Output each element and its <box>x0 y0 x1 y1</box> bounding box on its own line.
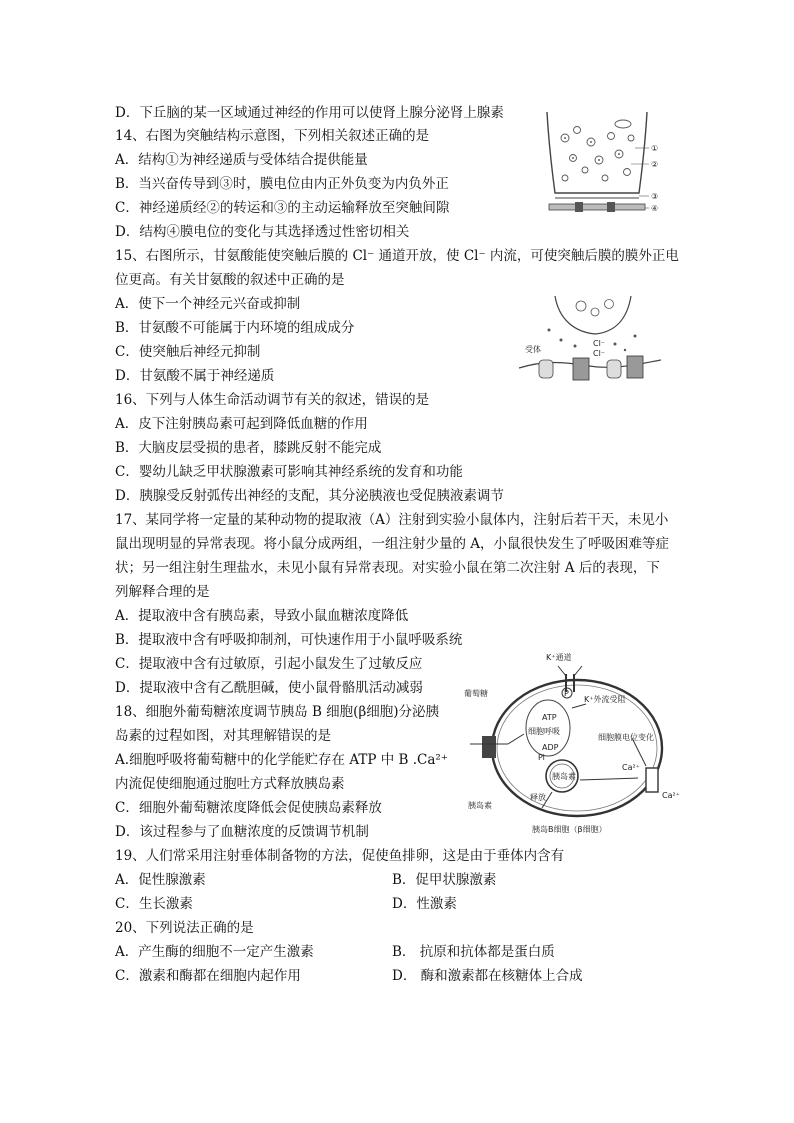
q16-option-b: B．大脑皮层受损的患者，膝跳反射不能完成 <box>115 440 382 456</box>
q19-stem: 19、人们常采用注射垂体制备物的方法，促使鱼排卵，这是由于垂体内含有 <box>115 848 565 864</box>
q14-stem: 14、右图为突触结构示意图，下列相关叙述正确的是 <box>115 128 430 144</box>
q15-option-c: C．使突触后神经元抑制 <box>115 344 261 360</box>
fig18-label-insulin-granule: 胰岛素 <box>552 772 576 781</box>
q15-option-d: D．甘氨酸不属于神经递质 <box>115 368 275 384</box>
q16-option-c: C．婴幼儿缺乏甲状腺激素可影响其神经系统的发育和功能 <box>115 464 463 480</box>
fig18-label-pi: Pi <box>538 753 545 762</box>
q14-option-b: B．当兴奋传导到③时，膜电位由内正外负变为内负外正 <box>115 176 449 192</box>
q20-option-b: B． 抗原和抗体都是蛋白质 <box>392 944 555 960</box>
q15-stem-1: 15、右图所示，甘氨酸能使突触后膜的 Cl⁻ 通道开放，使 Cl⁻ 内流，可使突触后膜的膜外正电 <box>115 248 679 264</box>
q14-option-d: D．结构④膜电位的变化与其选择透过性密切相关 <box>115 224 410 240</box>
q17-option-c: C．提取液中含有过敏原，引起小鼠发生了过敏反应 <box>115 656 423 672</box>
q17-option-a: A．提取液中含有胰岛素，导致小鼠血糖浓度降低 <box>115 608 409 624</box>
q17-option-b: B．提取液中含有呼吸抑制剂，可快速作用于小鼠呼吸系统 <box>115 632 463 648</box>
q14-option-a: A．结构①为神经递质与受体结合提供能量 <box>115 152 368 168</box>
fig18-label-membrane-potential: 细胞膜电位变化 <box>598 733 654 742</box>
q17-stem-1: 17、某同学将一定量的某种动物的提取液（A）注射到实验小鼠体内，注射后若干天，未见小 <box>115 512 669 528</box>
fig15-label-cl-1: Cl⁻ <box>593 349 606 358</box>
fig18-caption: 胰岛B细胞（β细胞） <box>532 825 607 834</box>
fig14-label-2: ② <box>651 160 659 169</box>
q15-option-b: B．甘氨酸不可能属于内环境的组成成分 <box>115 320 355 336</box>
fig15-label-cl-2: Cl⁻ <box>593 339 606 348</box>
fig18-label-insulin-out: 胰岛素 <box>468 801 492 810</box>
fig18-label-release: 释放 <box>530 793 546 802</box>
q20-stem: 20、下列说法正确的是 <box>115 920 254 936</box>
q17-stem-3: 状；另一组注射生理盐水，未见小鼠有异常表现。对实验小鼠在第二次注射 A 后的表现，下 <box>115 560 660 576</box>
q17-option-d: D．提取液中含有乙酰胆碱，使小鼠骨骼肌活动减弱 <box>115 680 423 696</box>
fig14-label-1: ① <box>651 144 659 153</box>
fig18-label-glucose: 葡萄糖 <box>464 689 488 698</box>
q20-option-d: D． 酶和激素都在核糖体上合成 <box>392 968 583 984</box>
fig18-label-k-channel: K⁺通道 <box>546 653 572 662</box>
q15-option-a: A．使下一个神经元兴奋或抑制 <box>115 296 301 312</box>
fig18-label-ca-inside: Ca²⁺ <box>622 763 640 772</box>
q18-option-c: C．细胞外葡萄糖浓度降低会促使胰岛素释放 <box>115 800 382 816</box>
q17-stem-2: 鼠出现明显的异常表现。将小鼠分成两组，一组注射少量的 A，小鼠很快发生了呼吸困难等症 <box>115 536 670 552</box>
q18-option-a-b: A.细胞呼吸将葡萄糖中的化学能贮存在 ATP 中 B .Ca²⁺ <box>115 752 448 768</box>
q19-option-b: B．促甲状腺激素 <box>392 872 497 888</box>
svg-text:P: P <box>564 689 569 698</box>
q19-option-a: A．促性腺激素 <box>115 872 206 888</box>
fig18-label-atp: ATP <box>542 713 557 722</box>
q15-stem-2: 位更高。有关甘氨酸的叙述中正确的是 <box>115 272 345 288</box>
fig14-label-4: ④ <box>651 204 659 213</box>
fig14-label-3: ③ <box>651 192 659 201</box>
q17-stem-4: 列解释合理的是 <box>115 584 210 600</box>
q18-option-b-cont: 内流促使细胞通过胞吐方式释放胰岛素 <box>115 776 345 792</box>
glycine-synapse-figure <box>515 290 665 390</box>
beta-cell-figure <box>462 648 687 838</box>
synapse-figure <box>535 108 665 223</box>
fig15-label-receptor: 受体 <box>525 345 541 354</box>
q18-stem-1: 18、细胞外葡萄糖浓度调节胰岛 B 细胞(β细胞)分泌胰 <box>115 704 440 720</box>
q16-stem: 16、下列与人体生命活动调节有关的叙述，错误的是 <box>115 392 430 408</box>
q18-stem-2: 岛素的过程如图，对其理解错误的是 <box>115 728 331 744</box>
q19-option-d: D．性激素 <box>392 896 457 912</box>
q13-option-d: D．下丘脑的某一区域通过神经的作用可以使肾上腺分泌肾上腺素 <box>115 105 504 121</box>
q20-option-c: C．激素和酶都在细胞内起作用 <box>115 968 301 984</box>
q18-option-d: D．该过程参与了血糖浓度的反馈调节机制 <box>115 824 369 840</box>
q16-option-d: D．胰腺受反射弧传出神经的支配，其分泌胰液也受促胰液素调节 <box>115 488 504 504</box>
fig18-label-respiration: 细胞呼吸 <box>528 727 560 736</box>
q14-option-c: C．神经递质经②的转运和③的主动运输释放至突触间隙 <box>115 200 450 216</box>
fig18-label-ca-outside: Ca²⁺ <box>662 791 680 800</box>
q19-option-c: C．生长激素 <box>115 896 193 912</box>
q20-option-a: A．产生酶的细胞不一定产生激素 <box>115 944 314 960</box>
fig18-label-k-efflux: K⁺外流受阻 <box>584 695 626 704</box>
fig18-label-adp: ADP <box>542 743 559 752</box>
q16-option-a: A．皮下注射胰岛素可起到降低血糖的作用 <box>115 416 368 432</box>
